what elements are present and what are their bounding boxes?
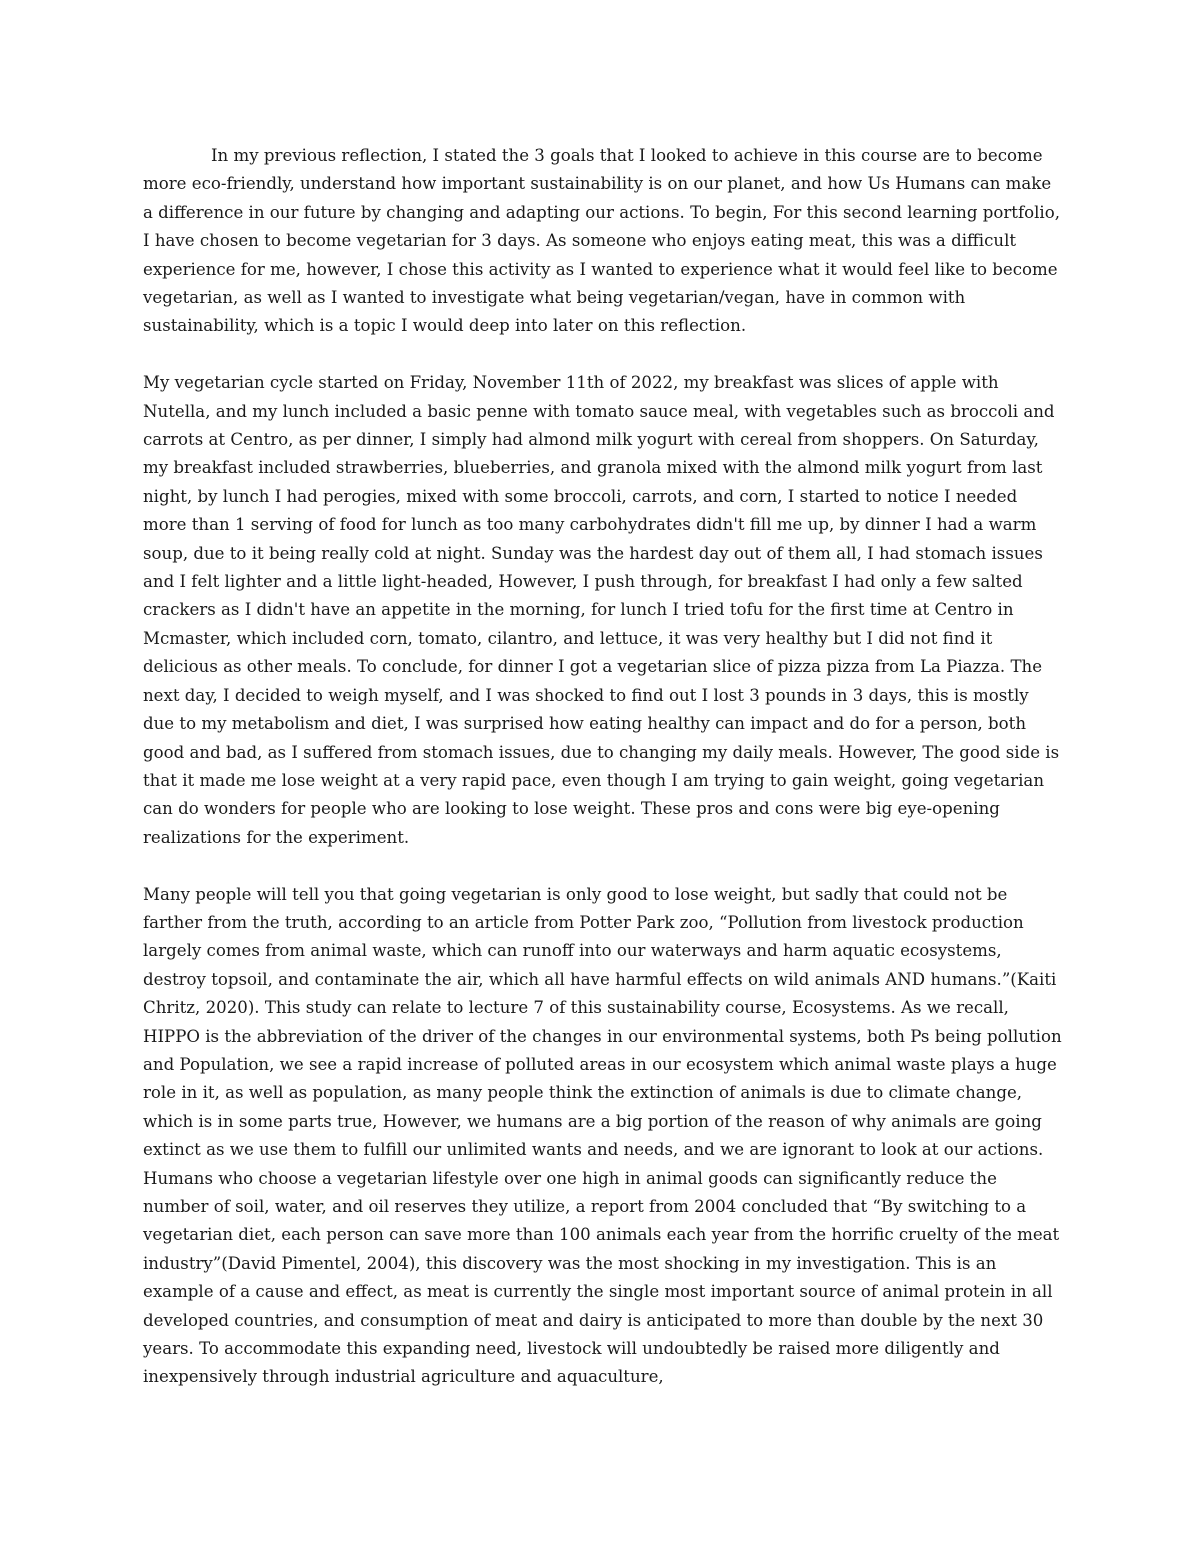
paragraph-vegetarian-cycle: My vegetarian cycle started on Friday, November 11th of 2022, my breakfast was slices of apple with Nutella, and my lunch included a basic penne with tomato sauce meal, with vegetables such as broccoli and carrots at Centro, as per dinner, I simply had almond milk yogurt with cereal from shoppers. On Saturday, my breakfast included strawberries, blueberries, and granola mixed with the almond milk yogurt from last night, by lunch I had perogies, mixed with some broccoli, carrots, and corn, I started to notice I needed more than 1 serving of food for lunch as too many carbohydrates didn't fill me up, by dinner I had a warm soup, due to it being really cold at night. Sunday was the hardest day out of them all, I had stomach issues and I felt lighter and a little light-headed, However, I push through, for breakfast I had only a few salted crackers as I didn't have an appetite in the morning, for lunch I tried tofu for the first time at Centro in Mcmaster, which included corn, tomato, cilantro, and lettuce, it was very healthy but I did not find it delicious as other meals. To conclude, for dinner I got a vegetarian slice of pizza pizza from La Piazza. The next day, I decided to weigh myself, and I was shocked to find out I lost 3 pounds in 3 days, this is mostly due to my metabolism and diet, I was surprised how eating healthy can impact and do for a person, both good and bad, as I suffered from stomach issues, due to changing my daily meals. However, The good side is that it made me lose weight at a very rapid pace, even though I am trying to gain weight, going vegetarian can do wonders for people who are looking to lose weight. These pros and cons were big eye-opening realizations for the experiment.	[143, 373, 1060, 847]
document-body	[143, 142, 1063, 1420]
paragraph-sustainability: Many people will tell you that going vegetarian is only good to lose weight, but sadly that could not be farther from the truth, according to an article from Potter Park zoo, “Pollution from livestock production largely comes from animal waste, which can runoff into our waterways and harm aquatic ecosystems, destroy topsoil, and contaminate the air, which all have harmful effects on wild animals AND humans.”(Kaiti Chritz, 2020). This study can relate to lecture 7 of this sustainability course, Ecosystems. As we recall, HIPPO is the abbreviation of the driver of the changes in our environmental systems, both Ps being pollution and Population, we see a rapid increase of polluted areas in our ecosystem which animal waste plays a huge role in it, as well as population, as many people think the extinction of animals is due to climate change, which is in some parts true, However, we humans are a big portion of the reason of why animals are going extinct as we use them to fulfill our unlimited wants and needs, and we are ignorant to look at our actions. Humans who choose a vegetarian lifestyle over one high in animal goods can significantly reduce the number of soil, water, and oil reserves they utilize, a report from 2004 concluded that “By switching to a vegetarian diet, each person can save more than 100 animals each year from the horrific cruelty of the meat industry”(David Pimentel, 2004), this discovery was the most shocking in my investigation. This is an example of a cause and effect, as meat is currently the single most important source of animal protein in all developed countries, and consumption of meat and dairy is anticipated to more than double by the next 30 years. To accommodate this expanding need, livestock will undoubtedly be raised more diligently and inexpensively through industrial agriculture and aquaculture,	[143, 884, 1062, 1387]
paragraph-goals: In my previous reflection, I stated the 3 goals that I looked to achieve in this course are to become more eco-friendly, understand how important sustainability is on our planet, and how Us Humans can make a difference in our future by changing and adapting our actions. To begin, For this second learning portfolio, I have chosen to become vegetarian for 3 days. As someone who enjoys eating meat, this was a difficult experience for me, however, I chose this activity as I wanted to experience what it would feel like to become vegetarian, as well as I wanted to investigate what being vegetarian/vegan, have in common with sustainability, which is a topic I would deep into later on this reflection.	[143, 146, 1060, 336]
